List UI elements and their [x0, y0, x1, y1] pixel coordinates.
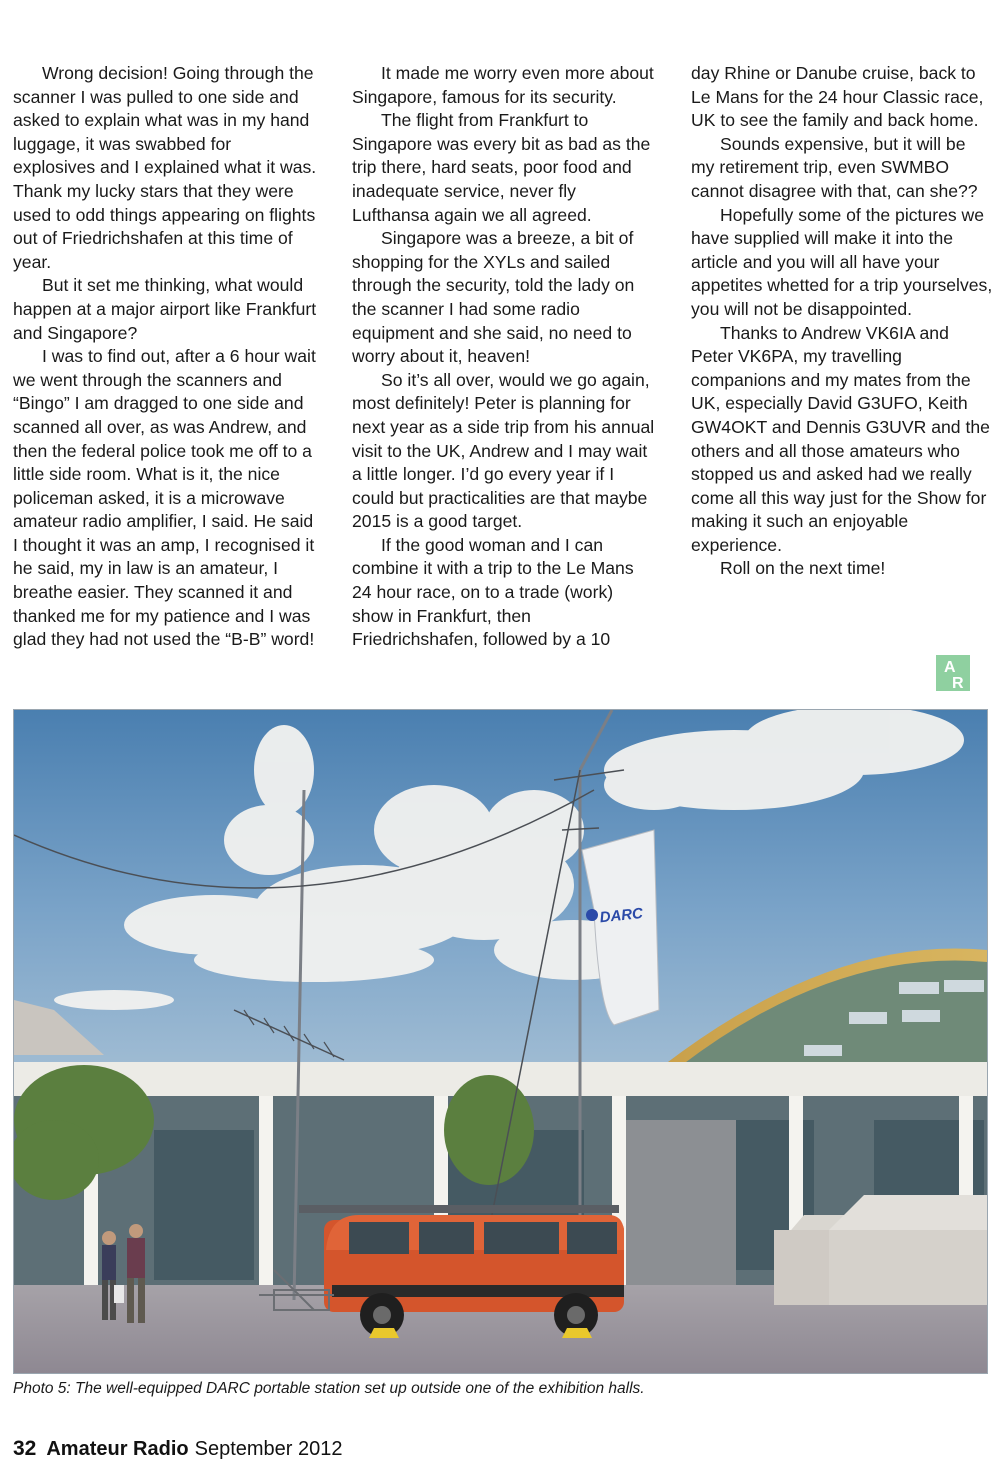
article-column-1	[13, 62, 318, 652]
paragraph: Thanks to Andrew VK6IA and Peter VK6PA, my travelling companions and my mates from the UK, especially David G3UFO, Keith GW4OKT and Dennis G3UVR and the others and all those amateurs who stopped us and asked had we really come all this way just for the Show for making it such an enjoyable experience.	[691, 322, 990, 555]
paragraph: Wrong decision! Going through the scanner I was pulled to one side and asked to explain what was in my hand luggage, it was swabbed for explosives and I explained what it was. Thank my lucky stars that they were used to odd things appearing on flights out of Friedrichshafen at this time of year.	[13, 63, 317, 272]
end-of-article-logo	[936, 655, 970, 691]
paragraph: I was to find out, after a 6 hour wait we went through the scanners and “Bingo” I am dragged to one side and scanned all over, as was Andrew, and then the federal police took me off to a little side room. What is it, the nice policeman asked, it is a microwave amateur radio amplifier, I said. He said I thought it was an amp, I recognised it he said, my in law is an amateur, I breathe easier. They scanned it and thanked me for my patience and I was glad they had not used the “B-B” word!	[13, 346, 316, 650]
issue-date: September 2012	[194, 1438, 343, 1460]
end-logo-letter-r: R	[952, 675, 964, 691]
page-number: 32	[13, 1437, 37, 1460]
magazine-name: Amateur Radio	[46, 1438, 189, 1460]
page-footer	[13, 1437, 988, 1461]
paragraph: Singapore was a breeze, a bit of shopping for the XYLs and sailed through the security, told the lady on the scanner I had some radio equipment and she said, no need to worry about it, heaven!	[352, 228, 635, 367]
paragraph: Sounds expensive, but it will be my retirement trip, even SWMBO cannot disagree with that, can she??	[691, 133, 978, 201]
paragraph-continued: day Rhine or Danube cruise, back to Le Mans for the 24 hour Classic race, UK to see the family and back home.	[691, 63, 984, 131]
paragraph: It made me worry even more about Singapore, famous for its security.	[352, 63, 654, 107]
paragraph: So it’s all over, would we go again, most definitely! Peter is planning for next year as a side trip from his annual visit to the UK, Andrew and I may wait a little longer. I’d go every year if I could but practicalities are that maybe 2015 is a good target.	[352, 369, 655, 532]
end-logo-letter-a: A	[944, 659, 956, 676]
article-body	[13, 62, 993, 702]
article-column-2	[352, 62, 657, 652]
paragraph: If the good woman and I can combine it with a trip to the Le Mans 24 hour race, on to a trade (work) show in Frankfurt, then Friedrichshafen, followed by a 10	[352, 534, 634, 650]
photo-darc-station	[13, 709, 988, 1374]
flag-text: DARC	[598, 904, 644, 927]
photo-caption: Photo 5: The well-equipped DARC portable station set up outside one of the exhibition halls.	[13, 1380, 645, 1397]
roller-door	[626, 1120, 736, 1310]
paragraph: The flight from Frankfurt to Singapore was every bit as bad as the trip there, hard seats, poor food and inadequate service, never fly Lufthansa again we all agreed.	[352, 110, 651, 225]
paragraph: But it set me thinking, what would happen at a major airport like Frankfurt and Singapore?	[13, 275, 317, 343]
article-column-3	[691, 62, 993, 581]
photo-illustration	[14, 710, 987, 1373]
paragraph: Hopefully some of the pictures we have supplied will make it into the article and you will all have your appetites whetted for a trip yourselves, you will not be disappointed.	[691, 204, 993, 319]
paragraph: Roll on the next time!	[720, 558, 886, 579]
